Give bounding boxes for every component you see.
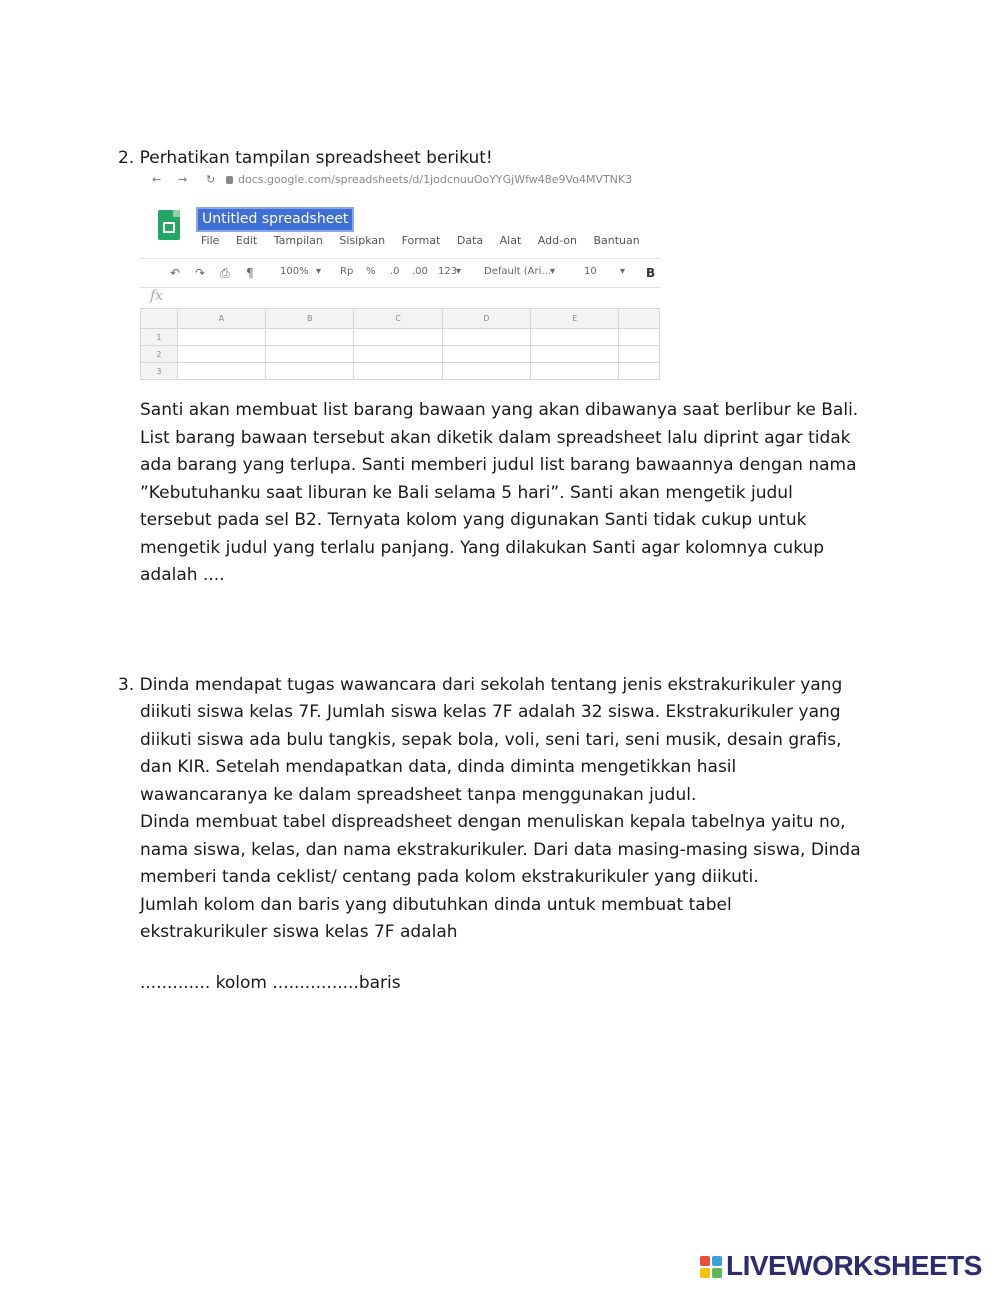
paragraph-line: diikuti siswa ada bulu tangkis, sepak bola, voli, seni tari, seni musik, desain grafis, xyxy=(140,729,842,750)
menu-item: File xyxy=(201,234,220,247)
address-url: docs.google.com/spreadsheets/d/1jodcnuuOoYYGjWfw48e9Vo4MVTNK3 xyxy=(238,173,633,186)
toolbar xyxy=(140,258,660,287)
corner-cell xyxy=(141,309,178,329)
column-header: A xyxy=(177,309,265,329)
row-header: 1 xyxy=(141,329,178,346)
menu-item: Alat xyxy=(499,234,522,247)
cell xyxy=(619,346,660,363)
paragraph-line: ”Kebutuhanku saat liburan ke Bali selama 5 hari”. Santi akan mengetik judul xyxy=(140,482,793,503)
menu-item: Tampilan xyxy=(273,234,323,247)
paragraph-line: ada barang yang terlupa. Santi memberi judul list barang bawaannya dengan nama xyxy=(140,455,857,475)
paint-format-icon: ¶ xyxy=(246,266,254,280)
paragraph-line: dan KIR. Setelah mendapatkan data, dinda diminta mengetikkan hasil xyxy=(140,757,737,777)
chevron-down-icon: ▾ xyxy=(620,266,626,277)
column-header xyxy=(619,309,660,329)
increase-decimal: .00 xyxy=(412,266,428,277)
forward-icon: → xyxy=(178,173,188,186)
zoom-value: 100% xyxy=(280,266,309,277)
redo-icon: ↷ xyxy=(195,266,206,280)
paragraph-line: Dinda membuat tabel dispreadsheet dengan menuliskan kepala tabelnya yaitu no, xyxy=(140,812,846,832)
paragraph-line: tersebut pada sel B2. Ternyata kolom yang digunakan Santi tidak cukup untuk xyxy=(140,510,807,530)
cell xyxy=(442,329,530,346)
chevron-down-icon: ▾ xyxy=(456,266,462,277)
paragraph-line: Jumlah kolom dan baris yang dibutuhkan dinda untuk membuat tabel xyxy=(140,894,732,915)
cell xyxy=(177,329,265,346)
question-3-text xyxy=(140,699,880,947)
font-select: Default (Ari... xyxy=(484,266,551,277)
chevron-down-icon: ▾ xyxy=(550,266,556,277)
cell xyxy=(619,363,660,380)
column-header: B xyxy=(266,309,354,329)
chevron-down-icon: ▾ xyxy=(316,266,322,277)
cell xyxy=(530,329,618,346)
paragraph-line: memberi tanda ceklist/ centang pada kolom ekstrakurikuler yang diikuti. xyxy=(140,867,759,887)
currency-format: Rp xyxy=(340,266,354,277)
paragraph-line: diikuti siswa kelas 7F. Jumlah siswa kelas 7F adalah 32 siswa. Ekstrakurikuler yang xyxy=(140,702,841,722)
answer-blank[interactable]: ............. kolom ................baris xyxy=(140,973,401,993)
paragraph-line: ekstrakurikuler siswa kelas 7F adalah xyxy=(140,922,458,942)
spreadsheet-screenshot xyxy=(140,170,660,398)
question-3-heading: 3. Dinda mendapat tugas wawancara dari sekolah tentang jenis ekstrakurikuler yang xyxy=(118,675,843,695)
column-header: C xyxy=(354,309,442,329)
column-header: E xyxy=(530,309,618,329)
paragraph-line: nama siswa, kelas, dan nama ekstrakurikuler. Dari data masing-masing siswa, Dinda xyxy=(140,839,861,860)
undo-icon: ↶ xyxy=(170,266,181,280)
menu-item: Format xyxy=(401,234,441,247)
browser-address-bar xyxy=(140,170,660,192)
bold-button: B xyxy=(646,266,656,280)
paragraph-line: adalah .... xyxy=(140,565,225,585)
percent-format: % xyxy=(366,266,376,277)
spreadsheet-title: Untitled spreadsheet xyxy=(196,207,354,232)
paragraph-line: Santi akan membuat list barang bawaan yang akan dibawanya saat berlibur ke Bali. xyxy=(140,400,859,420)
menu-bar xyxy=(201,234,653,247)
number-format: 123 xyxy=(438,266,458,277)
cell xyxy=(266,363,354,380)
menu-item: Data xyxy=(456,234,484,247)
paragraph-line: mengetik judul yang terlalu panjang. Yang dilakukan Santi agar kolomnya cukup xyxy=(140,537,825,558)
lock-icon xyxy=(226,176,233,184)
font-size-select: 10 xyxy=(584,266,597,277)
spreadsheet-grid xyxy=(140,308,660,380)
cell xyxy=(442,363,530,380)
back-icon: ← xyxy=(152,173,162,186)
google-sheets-icon xyxy=(158,210,180,240)
menu-item: Sisipkan xyxy=(339,234,386,247)
menu-item: Add-on xyxy=(537,234,577,247)
cell xyxy=(442,346,530,363)
print-icon: ⎙ xyxy=(220,266,230,280)
cell xyxy=(354,329,442,346)
menu-item: Bantuan xyxy=(593,234,640,247)
question-2-heading: 2. Perhatikan tampilan spreadsheet berikut! xyxy=(118,148,493,168)
cell xyxy=(354,346,442,363)
decrease-decimal: .0 xyxy=(390,266,400,277)
fx-icon: fx xyxy=(150,288,164,304)
reload-icon: ↻ xyxy=(206,173,216,186)
cell xyxy=(619,329,660,346)
question-2-text xyxy=(140,397,880,590)
cell xyxy=(266,329,354,346)
cell xyxy=(266,346,354,363)
paragraph-line: List barang bawaan tersebut akan diketik dalam spreadsheet lalu diprint agar tidak xyxy=(140,427,851,448)
row-header: 2 xyxy=(141,346,178,363)
cell xyxy=(530,363,618,380)
paragraph-line: wawancaranya ke dalam spreadsheet tanpa menggunakan judul. xyxy=(140,784,697,805)
cell xyxy=(177,346,265,363)
menu-item: Edit xyxy=(235,234,258,247)
cell xyxy=(354,363,442,380)
cell xyxy=(530,346,618,363)
row-header: 3 xyxy=(141,363,178,380)
cell xyxy=(177,363,265,380)
brand-name: LIVEWORKSHEETS xyxy=(726,1250,982,1281)
liveworksheets-icon xyxy=(700,1256,722,1278)
column-header: D xyxy=(442,309,530,329)
formula-bar xyxy=(140,287,660,308)
